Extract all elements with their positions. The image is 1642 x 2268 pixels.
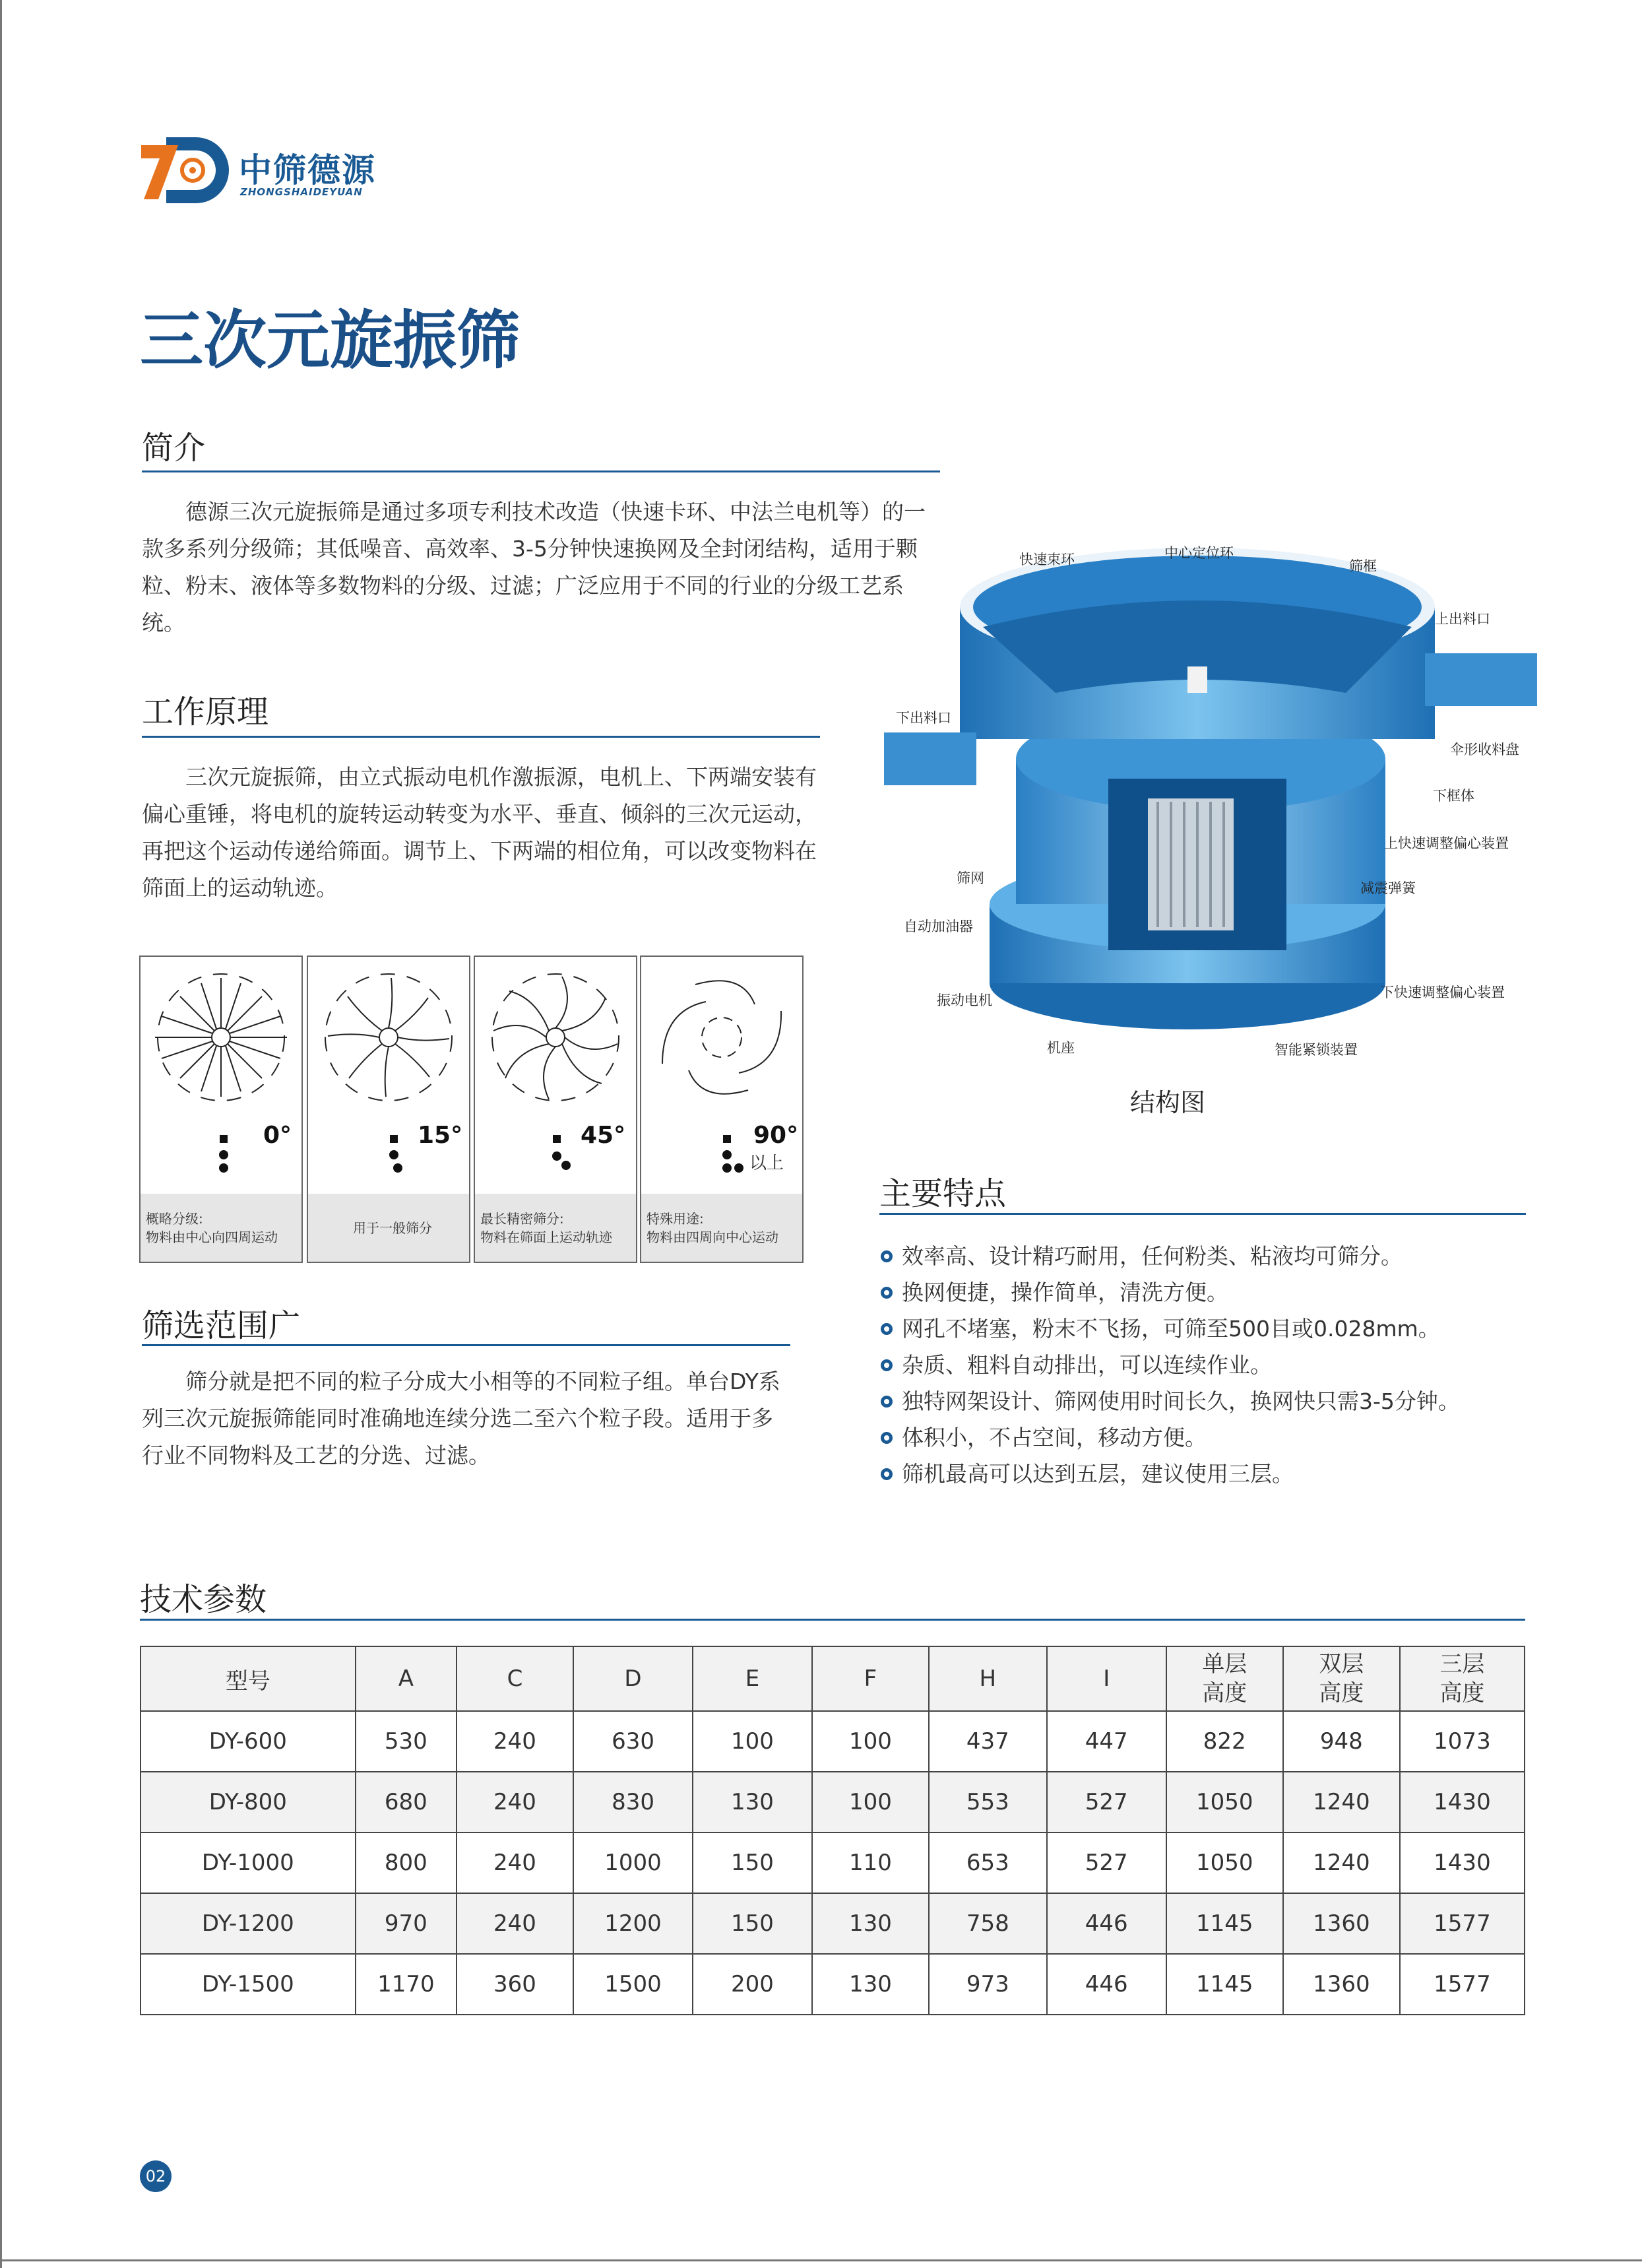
table-cell: 447: [1047, 1711, 1166, 1772]
caption-line: 用于一般筛分: [353, 1219, 432, 1236]
table-cell: 437: [929, 1711, 1047, 1772]
features-list: [881, 1238, 1527, 1492]
label-lower-outlet: 下出料口: [896, 710, 951, 726]
brand-logo: [140, 132, 377, 205]
table-cell: 240: [457, 1711, 573, 1772]
table-cell: 100: [812, 1711, 929, 1772]
table-cell: 150: [693, 1893, 812, 1954]
table-row: [141, 1711, 1525, 1772]
label-lower-eccentric: 下快速调整偏心装置: [1380, 985, 1505, 1000]
panel-caption-2: [475, 1194, 636, 1262]
table-row: [141, 1832, 1525, 1893]
table-row: [141, 1772, 1525, 1832]
weight-dots-icon: [386, 1134, 406, 1180]
table-cell: 1577: [1400, 1893, 1525, 1954]
label-auto-oiler: 自动加油器: [904, 919, 973, 934]
table-cell: DY-1000: [141, 1832, 356, 1893]
motion-panel-3: [640, 956, 804, 1263]
table-cell: 446: [1047, 1954, 1166, 2015]
bullet-icon: [881, 1396, 893, 1408]
motion-panel-0: [139, 956, 303, 1263]
motion-panel-2: [474, 956, 637, 1263]
caption-line: 物料在筛面上运动轨迹: [480, 1229, 612, 1245]
feature-text: 独特网架设计、筛网使用时间长久，换网快只需3-5分钟。: [902, 1388, 1460, 1414]
table-row: [141, 1954, 1525, 2015]
page-title: 三次元旋振筛: [140, 304, 520, 377]
table-cell: 100: [693, 1711, 812, 1772]
col-header: I: [1047, 1646, 1166, 1711]
col-header: A: [356, 1646, 457, 1711]
table-cell: 240: [457, 1832, 573, 1893]
label-screen-mesh: 筛网: [957, 870, 984, 886]
feature-text: 换网便捷，操作简单，清洗方便。: [902, 1280, 1228, 1305]
radial-outward-diagram: [142, 965, 300, 1117]
caption-line: 最长精密筛分:: [480, 1210, 564, 1227]
feature-text: 效率高、设计精巧耐用，任何粉类、粘液均可筛分。: [902, 1243, 1403, 1269]
table-cell: 1360: [1283, 1893, 1400, 1954]
label-upper-outlet: 上出料口: [1435, 611, 1490, 627]
col-header: F: [812, 1646, 929, 1711]
intro-heading: 简介: [142, 430, 206, 467]
label-lower-frame: 下框体: [1433, 788, 1474, 804]
table-cell: 527: [1047, 1772, 1166, 1832]
table-cell: 130: [693, 1772, 812, 1832]
table-cell: 800: [356, 1832, 457, 1893]
angle-label-2: 45°: [581, 1122, 626, 1149]
label-vibration-motor: 振动电机: [937, 992, 992, 1008]
table-header-row: [141, 1646, 1525, 1711]
page-number-badge: [140, 2160, 172, 2192]
table-cell: DY-800: [141, 1772, 356, 1832]
specs-rule: [140, 1619, 1525, 1621]
label-screen-frame: 筛框: [1349, 558, 1377, 574]
bullet-icon: [881, 1468, 893, 1480]
caption-line: 物料由四周向中心运动: [647, 1229, 778, 1245]
range-rule: [142, 1344, 790, 1346]
page-edge: [0, 0, 2, 2268]
inward-swirl-diagram: [643, 965, 801, 1117]
feature-item: [881, 1456, 1527, 1492]
feature-item: [881, 1311, 1527, 1347]
table-cell: 758: [929, 1893, 1047, 1954]
table-cell: 527: [1047, 1832, 1166, 1893]
label-smart-lock: 智能紧锁装置: [1275, 1042, 1358, 1058]
feature-text: 体积小，不占空间，移动方便。: [902, 1425, 1207, 1450]
table-cell: 630: [573, 1711, 693, 1772]
table-cell: 240: [457, 1772, 573, 1832]
table-cell: 360: [457, 1954, 573, 2015]
specs-table: [140, 1646, 1525, 2015]
col-header: E: [693, 1646, 812, 1711]
table-cell: 446: [1047, 1893, 1166, 1954]
intro-rule: [142, 470, 940, 472]
table-cell: 553: [929, 1772, 1047, 1832]
table-cell: 130: [812, 1954, 929, 2015]
col-header: D: [573, 1646, 693, 1711]
feature-item: [881, 1419, 1527, 1456]
bullet-icon: [881, 1250, 893, 1262]
table-cell: 1240: [1283, 1832, 1400, 1893]
structure-diagram: [884, 535, 1544, 1062]
table-cell: 1200: [573, 1893, 693, 1954]
feature-item: [881, 1274, 1527, 1311]
range-heading: 筛选范围广: [142, 1307, 301, 1344]
angle-extra-3: 以上: [749, 1153, 784, 1173]
table-cell: DY-600: [141, 1711, 356, 1772]
weight-dots-icon: [719, 1134, 752, 1180]
page-bottom-edge: [0, 2259, 1642, 2261]
feature-text: 筛机最高可以达到五层，建议使用三层。: [902, 1461, 1294, 1487]
feature-item: [881, 1383, 1527, 1419]
table-cell: 948: [1283, 1711, 1400, 1772]
intro-text: 德源三次元旋振筛是通过多项专利技术改造（快速卡环、中法兰电机等）的一款多系列分级筛；其低噪音、高效率、3-5分钟快速换网及全封闭结构，适用于颗粒、粉末、液体等多数物料的分级、过滤；广泛应用于不同的行业的分级工艺系统。: [142, 499, 926, 635]
table-cell: 1050: [1166, 1772, 1283, 1832]
table-cell: 100: [812, 1772, 929, 1832]
brand-name-cn: 中筛德源: [239, 151, 376, 189]
col-header: H: [929, 1646, 1047, 1711]
weight-dots-icon: [214, 1134, 234, 1180]
table-cell: 1145: [1166, 1893, 1283, 1954]
table-cell: 1430: [1400, 1832, 1525, 1893]
label-upper-eccentric: 上快速调整偏心装置: [1384, 835, 1509, 851]
angle-label-0: 0°: [263, 1122, 292, 1149]
table-cell: 822: [1166, 1711, 1283, 1772]
feature-text: 网孔不堵塞，粉末不飞扬，可筛至500目或0.028mm。: [902, 1316, 1440, 1342]
bullet-icon: [881, 1323, 893, 1335]
spiral-diagram: [476, 965, 635, 1117]
label-umbrella-tray: 伞形收料盘: [1450, 742, 1519, 758]
feature-item: [881, 1238, 1527, 1274]
page-number: 02: [145, 2167, 166, 2186]
principle-text: 三次元旋振筛，由立式振动电机作激振源，电机上、下两端安装有偏心重锤，将电机的旋转运动转变为水平、垂直、倾斜的三次元运动，再把这个运动传递给筛面。调节上、下两端的相位角，可以改变物料在筛面上的运动轨迹。: [142, 764, 817, 901]
table-cell: 970: [356, 1893, 457, 1954]
motion-panel-1: [307, 956, 470, 1263]
label-base: 机座: [1047, 1040, 1075, 1056]
logo-mark-icon: [140, 132, 239, 205]
bullet-icon: [881, 1287, 893, 1299]
table-cell: 1073: [1400, 1711, 1525, 1772]
table-cell: 1170: [356, 1954, 457, 2015]
bullet-icon: [881, 1432, 893, 1444]
col-header: C: [457, 1646, 573, 1711]
table-cell: 1430: [1400, 1772, 1525, 1832]
table-cell: 1577: [1400, 1954, 1525, 2015]
col-header: 单层 高度: [1166, 1646, 1283, 1711]
table-row: [141, 1893, 1525, 1954]
diagram-caption: 结构图: [1130, 1088, 1206, 1117]
col-header: 型号: [141, 1646, 356, 1711]
table-cell: 830: [573, 1772, 693, 1832]
table-cell: 653: [929, 1832, 1047, 1893]
specs-heading: 技术参数: [140, 1581, 267, 1618]
table-cell: 150: [693, 1832, 812, 1893]
table-cell: 110: [812, 1832, 929, 1893]
principle-heading: 工作原理: [142, 694, 269, 730]
table-cell: 680: [356, 1772, 457, 1832]
table-cell: 1050: [1166, 1832, 1283, 1893]
caption-line: 概略分级:: [146, 1210, 203, 1227]
principle-rule: [142, 736, 820, 738]
table-cell: DY-1500: [141, 1954, 356, 2015]
table-cell: 1500: [573, 1954, 693, 2015]
angle-label-1: 15°: [418, 1122, 463, 1149]
label-damping-spring: 减震弹簧: [1360, 880, 1416, 896]
table-cell: 200: [693, 1954, 812, 2015]
panel-caption-1: [308, 1194, 469, 1262]
table-cell: 530: [356, 1711, 457, 1772]
table-cell: 1240: [1283, 1772, 1400, 1832]
table-cell: 240: [457, 1893, 573, 1954]
table-cell: DY-1200: [141, 1893, 356, 1954]
col-header: 三层 高度: [1400, 1646, 1525, 1711]
caption-line: 物料由中心向四周运动: [146, 1229, 278, 1245]
features-heading: 主要特点: [879, 1175, 1007, 1212]
angle-label-3: 90°: [753, 1122, 799, 1149]
table-cell: 1145: [1166, 1954, 1283, 2015]
feature-text: 杂质、粗料自动排出，可以连续作业。: [902, 1352, 1272, 1378]
panel-caption-3: [641, 1194, 802, 1262]
table-cell: 973: [929, 1954, 1047, 2015]
panel-caption-0: [141, 1194, 301, 1262]
range-text: 筛分就是把不同的粒子分成大小相等的不同粒子组。单台DY系列三次元旋振筛能同时准确地连续分选二至六个粒子段。适用于多行业不同物料及工艺的分选、过滤。: [142, 1369, 780, 1468]
caption-line: 特殊用途:: [647, 1210, 704, 1227]
col-header: 双层 高度: [1283, 1646, 1400, 1711]
features-rule: [879, 1213, 1526, 1215]
feature-item: [881, 1347, 1527, 1383]
brand-name-en: ZHONGSHAIDEYUAN: [240, 186, 363, 198]
label-quick-clamp: 快速束环: [1019, 552, 1075, 567]
table-cell: 1000: [573, 1832, 693, 1893]
label-center-ring: 中心定位环: [1164, 545, 1234, 561]
weight-dots-icon: [549, 1134, 575, 1180]
table-cell: 130: [812, 1893, 929, 1954]
spiral-slight-diagram: [309, 965, 468, 1117]
bullet-icon: [881, 1359, 893, 1371]
table-cell: 1360: [1283, 1954, 1400, 2015]
